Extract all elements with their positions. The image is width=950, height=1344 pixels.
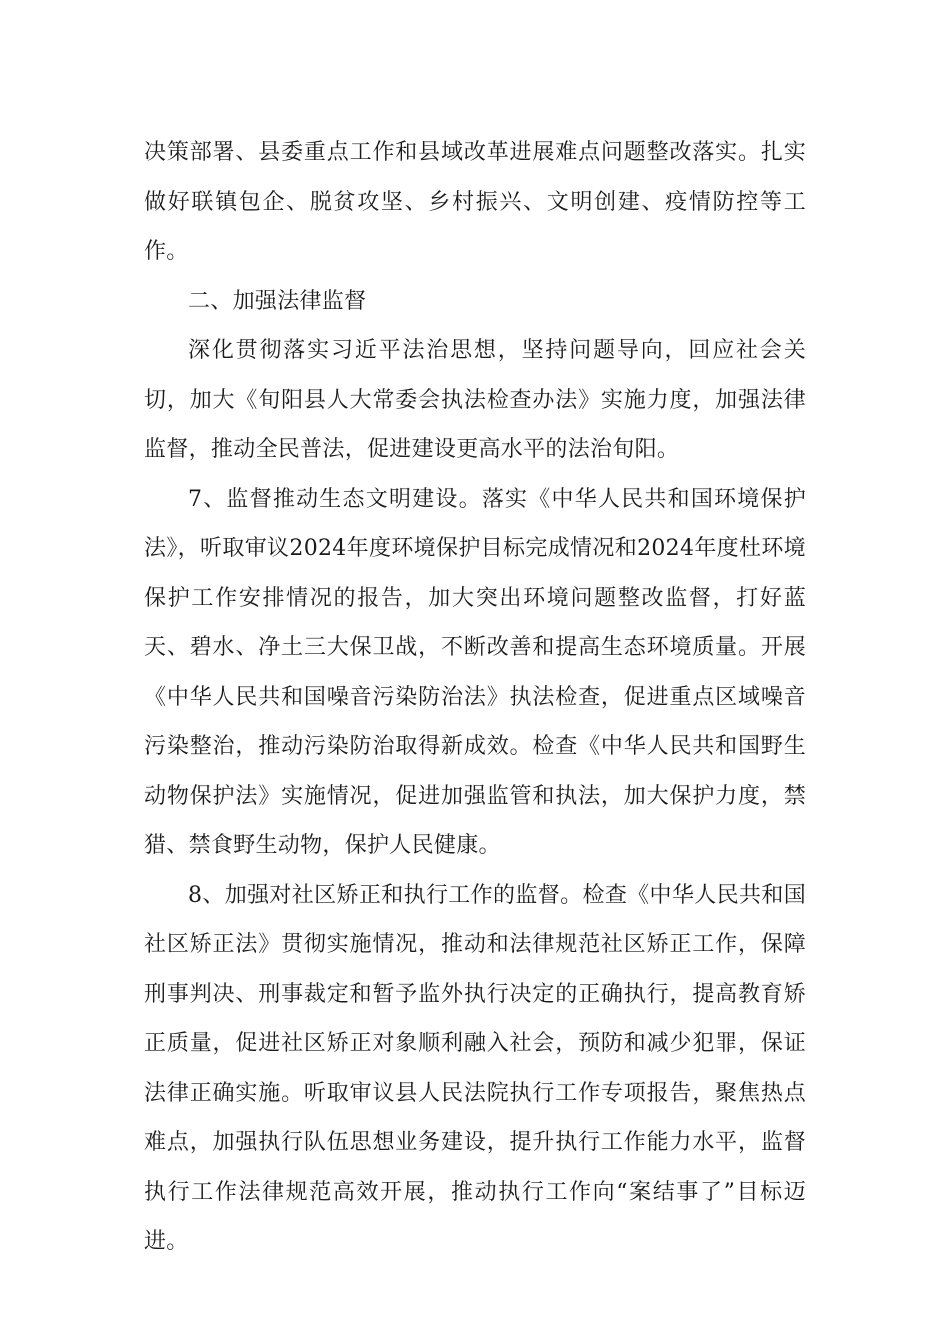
paragraph-section-intro: 深化贯彻落实习近平法治思想，坚持问题导向，回应社会关切，加大《旬阳县人大常委会执法检查办法》实施力度，加强法律监督，推动全民普法，促进建设更高水平的法治旬阳。 xyxy=(144,338,806,462)
paragraph-item-7: 7、监督推动生态文明建设。落实《中华人民共和国环境保护法》，听取审议2024年度环境保护目标完成情况和2024年度杜环境保护工作安排情况的报告，加大突出环境问题整改监督，打好蓝天、碧水、净土三大保卫战，不断改善和提高生态环境质量。开展《中华人民共和国噪音污染防治法》执法检查，促进重点区域噪音污染整治，推动污染防治取得新成效。检查《中华人民共和国野生动物保护法》实施情况，促进加强监管和执法，加大保护力度，禁猎、禁食野生动物，保护人民健康。 xyxy=(144,486,806,858)
paragraph-item-8: 8、加强对社区矫正和执行工作的监督。检查《中华人民共和国社区矫正法》贯彻实施情况，推动和法律规范社区矫正工作，保障刑事判决、刑事裁定和暂予监外执行决定的正确执行，提高教育矫正质量，促进社区矫正对象顺利融入社会，预防和减少犯罪，保证法律正确实施。听取审议县人民法院执行工作专项报告，聚焦热点难点，加强执行队伍思想业务建设，提升执行工作能力水平，监督执行工作法律规范高效开展，推动执行工作向“案结事了”目标迈进。 xyxy=(144,882,806,1254)
paragraph-continuation: 决策部署、县委重点工作和县域改革进展难点问题整改落实。扎实做好联镇包企、脱贫攻坚、乡村振兴、文明创建、疫情防控等工作。 xyxy=(144,140,806,264)
document-body xyxy=(144,128,806,1267)
section-heading: 二、加强法律监督 xyxy=(188,288,367,314)
